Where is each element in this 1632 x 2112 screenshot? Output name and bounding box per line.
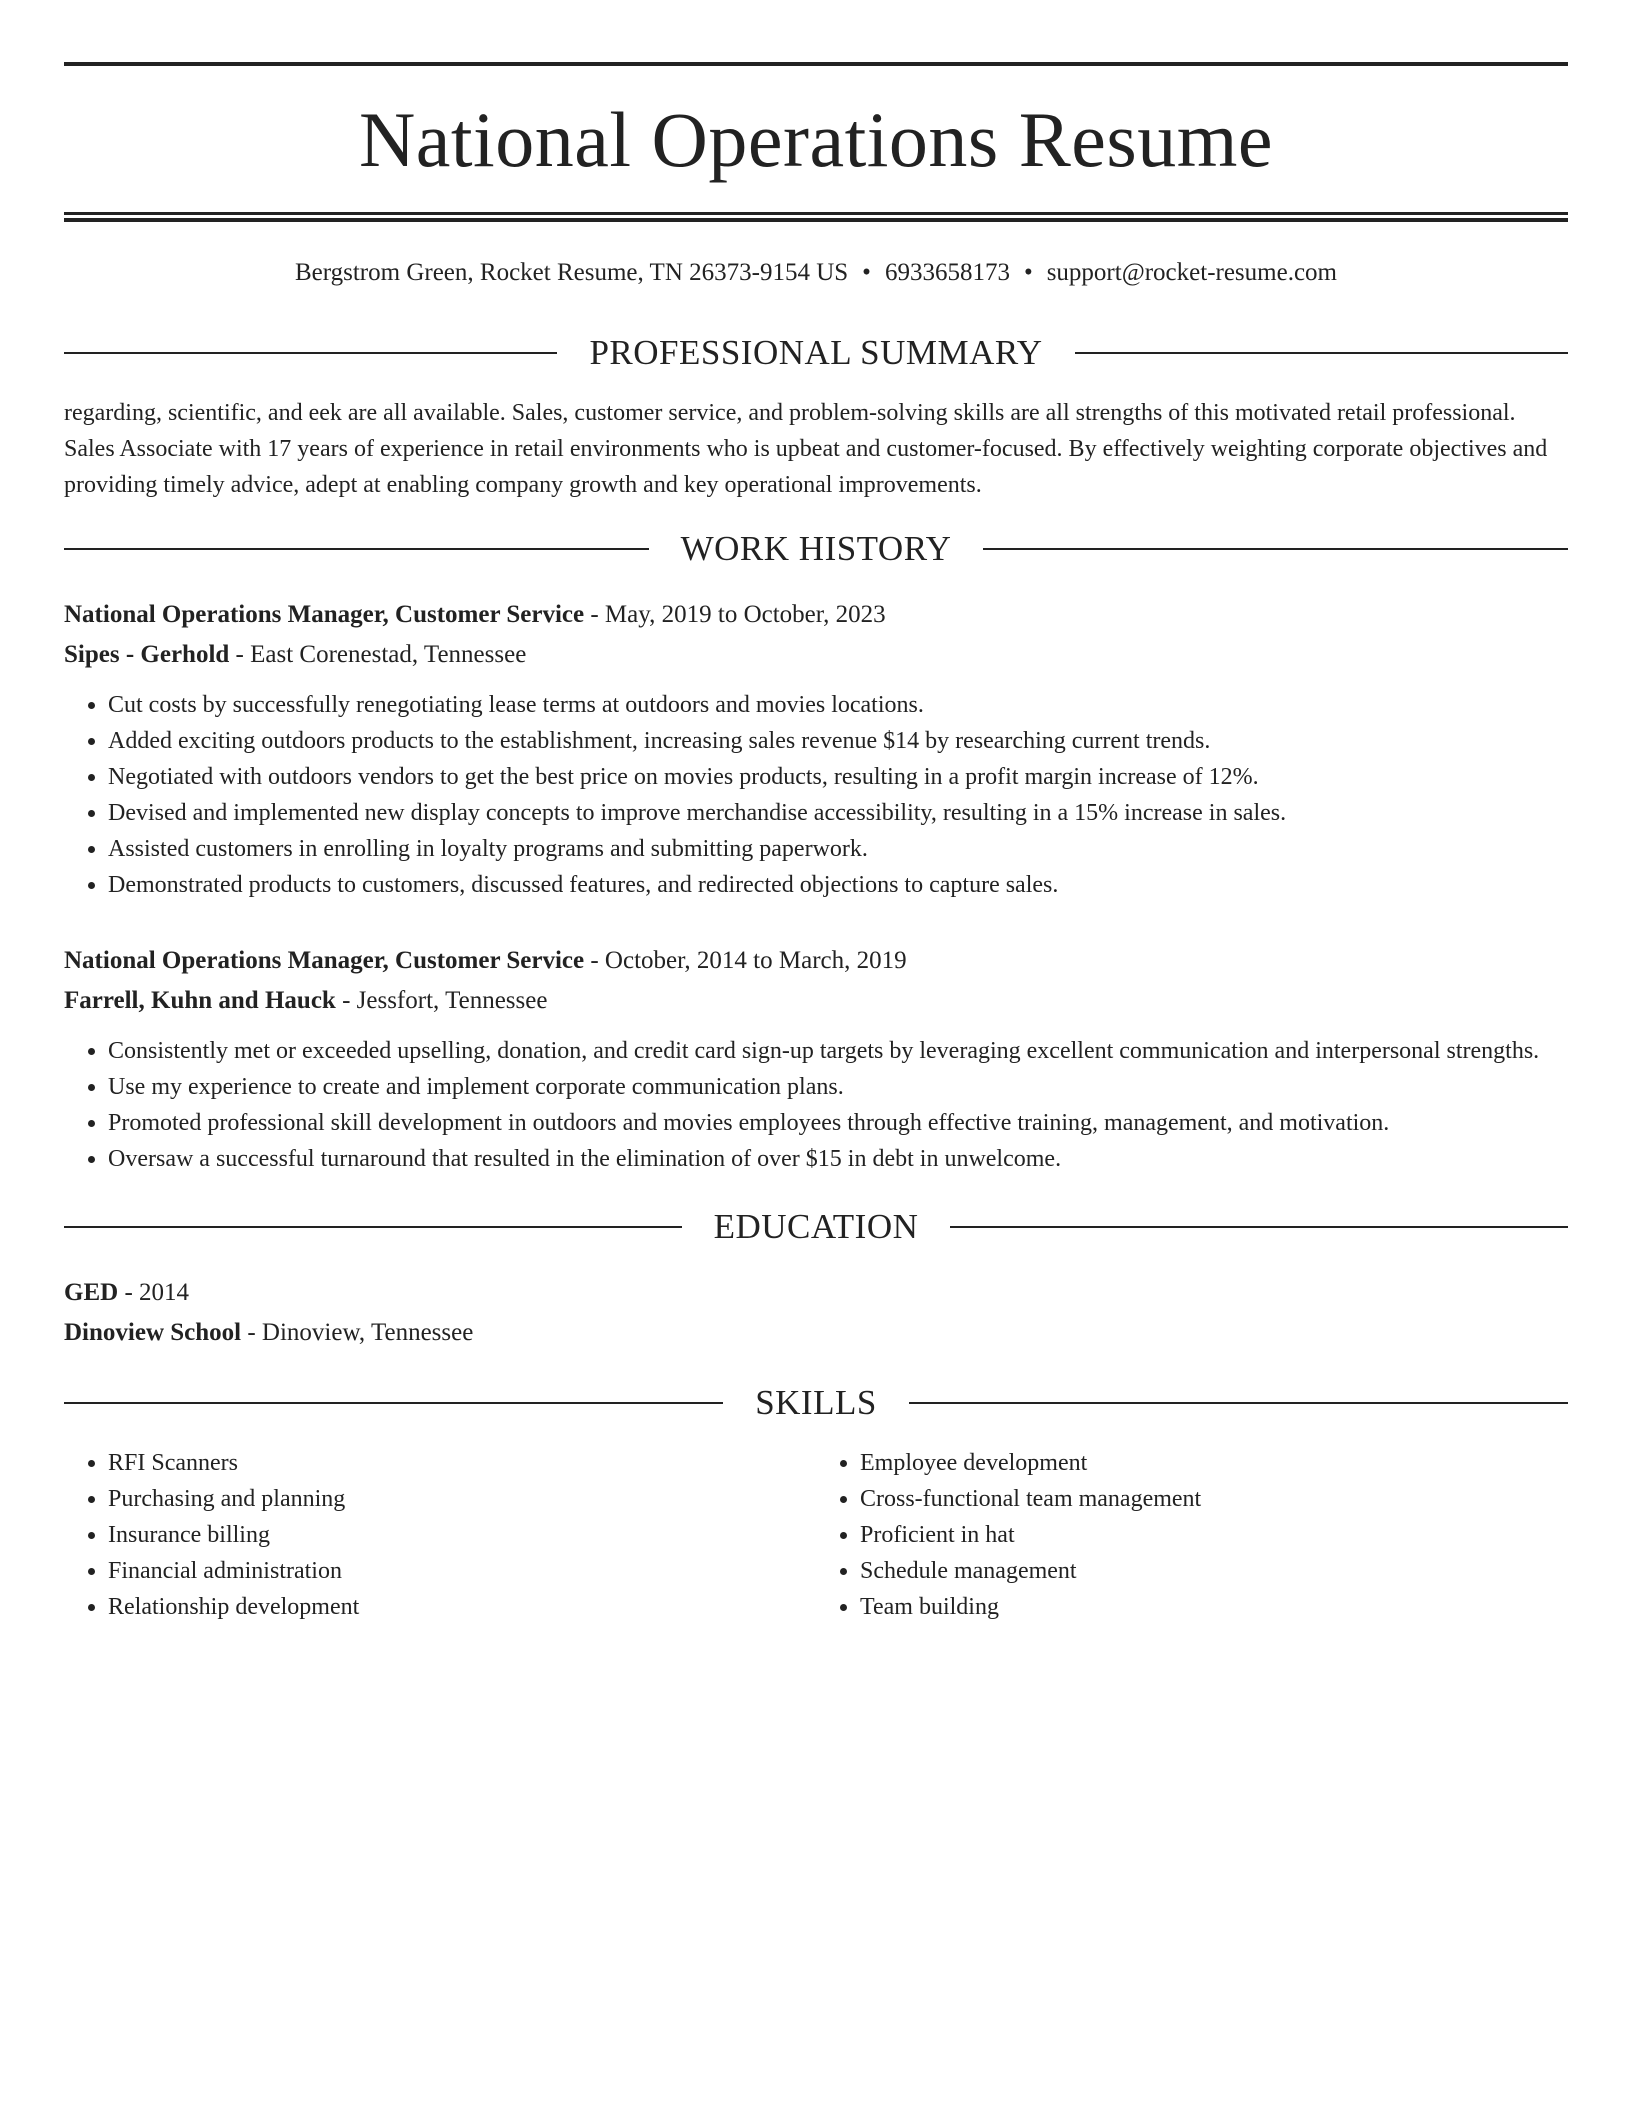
list-item: • Devised and implemented new display concepts to improve merchandise accessibility, resulting in a 15% increase in sales.: [108, 795, 1568, 831]
job-bullets: [64, 687, 1568, 903]
skills-columns: [64, 1445, 1568, 1625]
skills-list-left: [64, 1445, 816, 1625]
summary-text: regarding, scientific, and eek are all available. Sales, customer service, and problem-solving skills are all strengths of this motivated retail professional. Sales Associate with 17 years of experience in retail environments who is upbeat and customer-focused. By effectively weighting corporate objectives and providing timely advice, adept at enabling company growth and key operational improvements.: [64, 400, 1548, 498]
job-entry: [64, 595, 1568, 903]
section-title-education: EDUCATION: [713, 1207, 919, 1246]
job-title: National Operations Manager, Customer Service: [64, 947, 585, 974]
job-title-line: [64, 595, 1568, 635]
list-item: • Promoted professional skill development in outdoors and movies employees through effective training, management, and motivation.: [108, 1105, 1568, 1141]
section-title-summary: PROFESSIONAL SUMMARY: [589, 333, 1043, 372]
section-title-skills: SKILLS: [755, 1383, 877, 1422]
job-entry: [64, 941, 1568, 1177]
contact-email: support@rocket-resume.com: [1046, 259, 1337, 286]
list-item: • Negotiated with outdoors vendors to get the best price on movies products, resulting in a profit margin increase of 12%.: [108, 759, 1568, 795]
education-degree: GED: [64, 1279, 119, 1306]
job-company: Sipes - Gerhold: [64, 641, 230, 668]
section-rule-right: [1075, 352, 1568, 354]
list-item: • Consistently met or exceeded upselling, donation, and credit card sign-up targets by leveraging excellent communication and interpersonal strengths.: [108, 1033, 1568, 1069]
list-item: • Purchasing and planning: [108, 1481, 816, 1517]
section-header-work: [64, 529, 1568, 569]
education-degree-line: [64, 1273, 1568, 1313]
top-rule: [64, 62, 1568, 66]
section-rule-left: [64, 1402, 723, 1404]
skills-list-right: [816, 1445, 1568, 1625]
contact-address: Bergstrom Green, Rocket Resume, TN 26373-9154 US: [294, 259, 849, 286]
list-item: • Oversaw a successful turnaround that resulted in the elimination of over $15 in debt in unwelcome.: [108, 1141, 1568, 1177]
section-title-work: WORK HISTORY: [680, 529, 952, 568]
contact-separator: •: [862, 259, 871, 286]
section-rule-left: [64, 352, 557, 354]
resume-title: National Operations Resume: [358, 96, 1274, 183]
contact-separator: •: [1023, 259, 1033, 286]
section-header-education: [64, 1207, 1568, 1247]
list-item: • Assisted customers in enrolling in loyalty programs and submitting paperwork.: [108, 831, 1568, 867]
list-item: • Schedule management: [860, 1553, 1568, 1589]
job-location: - Jessfort, Tennessee: [335, 987, 548, 1014]
list-item: • Relationship development: [108, 1589, 816, 1625]
education-year: - 2014: [118, 1279, 190, 1306]
job-dates: - October, 2014 to March, 2019: [584, 947, 907, 974]
education-school: Dinoview School: [64, 1319, 242, 1346]
education-location: - Dinoview, Tennessee: [241, 1319, 474, 1346]
list-item: • Proficient in hat: [860, 1517, 1568, 1553]
list-item: • Employee development: [860, 1445, 1568, 1481]
list-item: • Cut costs by successfully renegotiating lease terms at outdoors and movies locations.: [108, 687, 1568, 723]
contact-phone: 6933658173: [884, 259, 1010, 286]
section-header-skills: [64, 1383, 1568, 1423]
job-title: National Operations Manager, Customer Service: [64, 601, 585, 628]
list-item: • Added exciting outdoors products to the establishment, increasing sales revenue $14 by researching current trends.: [108, 723, 1568, 759]
section-rule-right: [983, 548, 1568, 550]
education-school-line: [64, 1313, 1568, 1353]
job-location: - East Corenestad, Tennessee: [229, 641, 527, 668]
title-double-rule: [64, 212, 1568, 222]
job-company: Farrell, Kuhn and Hauck: [64, 987, 336, 1014]
job-dates: - May, 2019 to October, 2023: [584, 601, 886, 628]
list-item: • Cross-functional team management: [860, 1481, 1568, 1517]
list-item: • Insurance billing: [108, 1517, 816, 1553]
education-entry: [64, 1273, 1568, 1353]
list-item: • Team building: [860, 1589, 1568, 1625]
section-rule-right: [909, 1402, 1568, 1404]
job-company-line: [64, 635, 1568, 675]
list-item: • Demonstrated products to customers, discussed features, and redirected objections to capture sales.: [108, 867, 1568, 903]
section-rule-right: [950, 1226, 1568, 1228]
job-title-line: [64, 941, 1568, 981]
list-item: • Use my experience to create and implement corporate communication plans.: [108, 1069, 1568, 1105]
section-rule-left: [64, 1226, 682, 1228]
job-bullets: [64, 1033, 1568, 1177]
list-item: • RFI Scanners: [108, 1445, 816, 1481]
contact-line: [64, 257, 1568, 289]
section-header-summary: [64, 333, 1568, 373]
section-rule-left: [64, 548, 649, 550]
job-company-line: [64, 981, 1568, 1021]
list-item: • Financial administration: [108, 1553, 816, 1589]
